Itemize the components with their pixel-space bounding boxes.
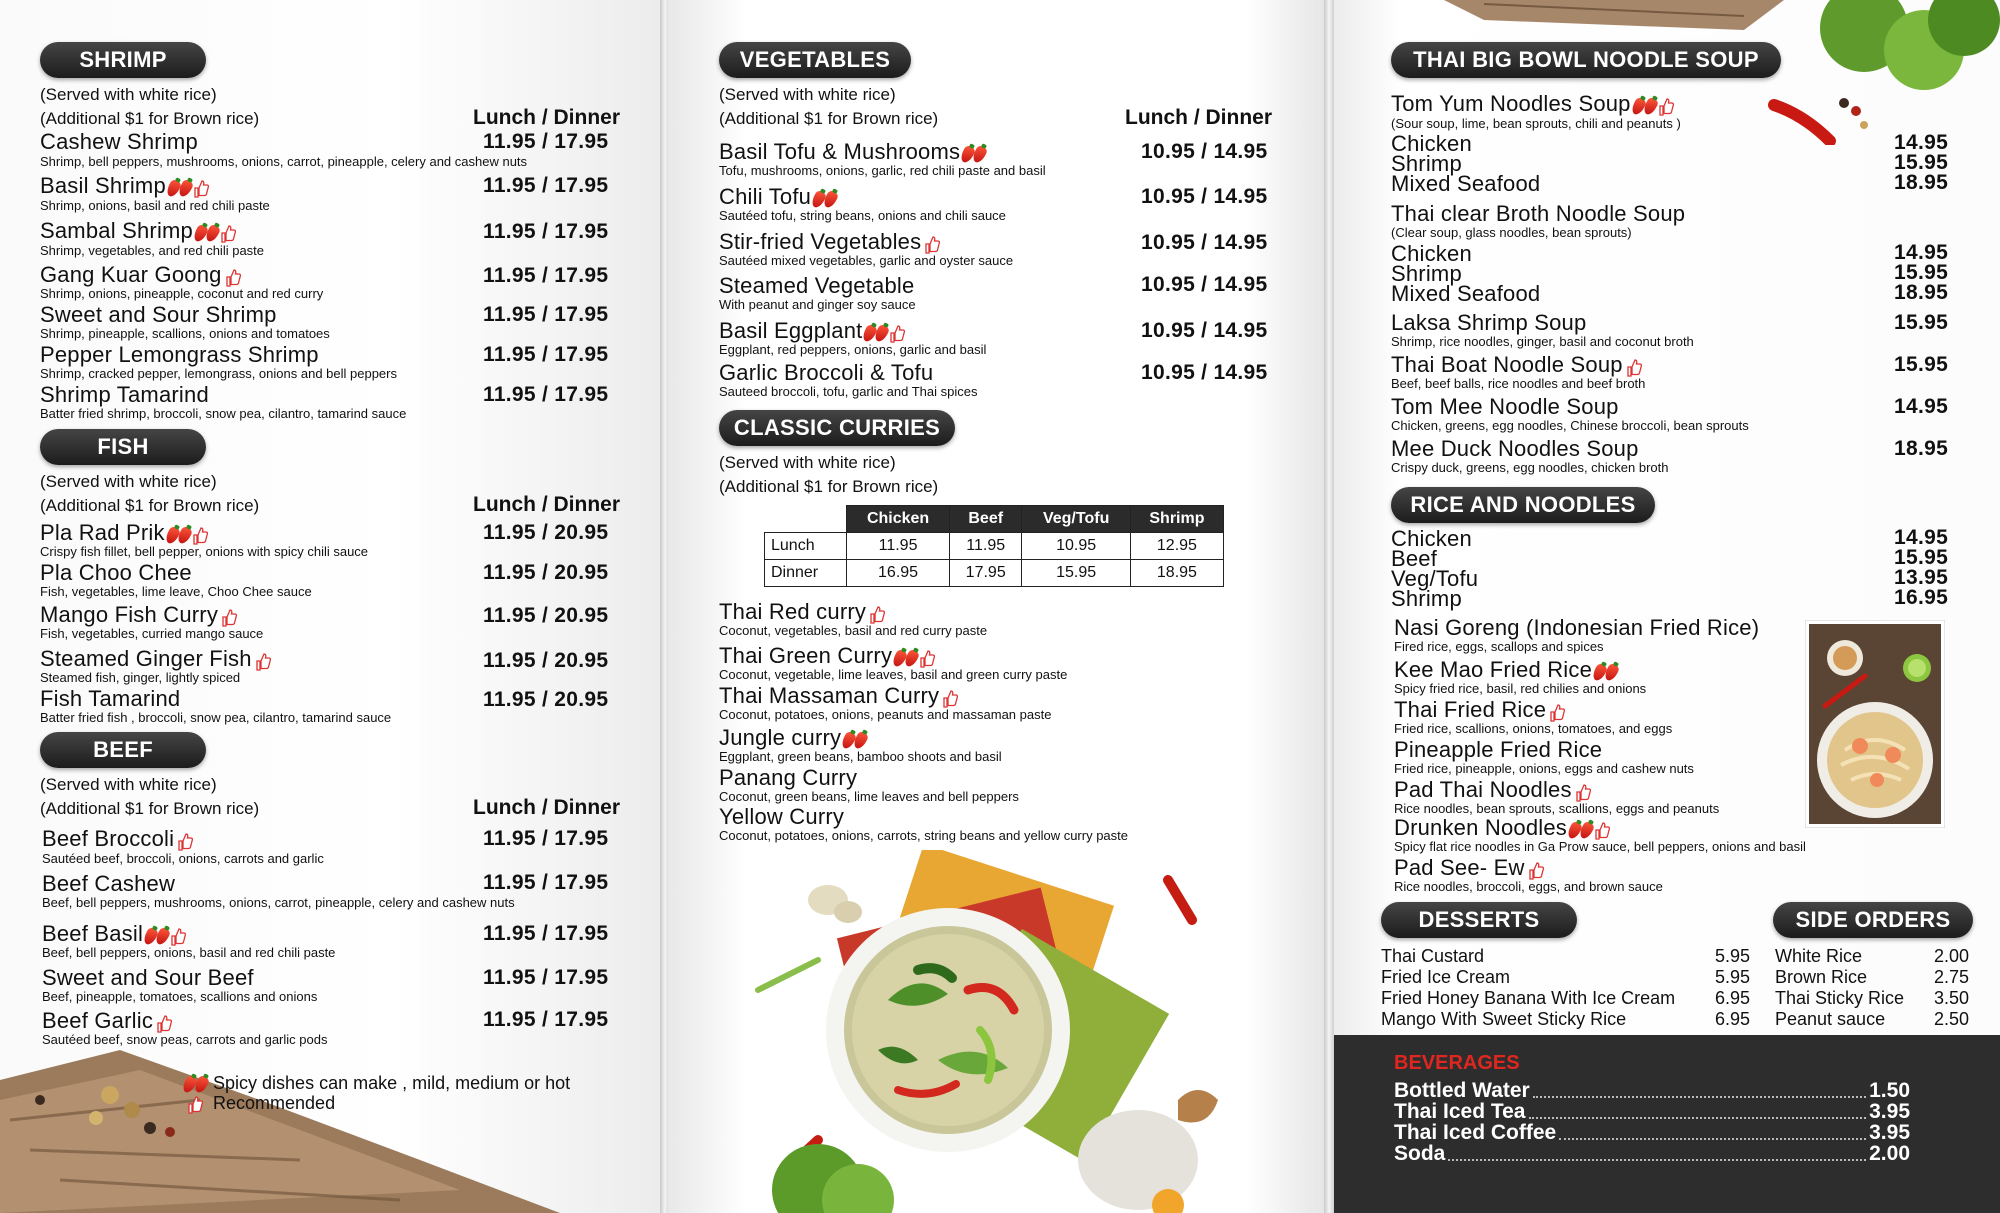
item-desc: Shrimp, rice noodles, ginger, basil and coconut broth <box>1391 334 1694 349</box>
item-name: Thai Red curry <box>719 599 885 626</box>
dessert-name: Fried Ice Cream <box>1381 967 1511 987</box>
beverage-price: 3.95 <box>1869 1100 1910 1123</box>
served-note: (Served with white rice) <box>719 453 896 472</box>
item-name: Yellow Curry <box>719 804 845 829</box>
item-name: Thai Massaman Curry <box>719 683 958 710</box>
item-name: Pineapple Fried Rice <box>1394 737 1603 762</box>
recommended-icons <box>176 827 193 853</box>
green-curry-photo <box>738 850 1258 1213</box>
table-cell: 10.95 <box>1022 533 1130 560</box>
served-note: (Served with white rice) <box>40 472 217 491</box>
dessert-price: 6.95 <box>1715 988 1751 1008</box>
item-desc: Rice noodles, bean sprouts, scallions, eggs and peanuts <box>1394 801 1720 816</box>
table-cell: 15.95 <box>1022 560 1130 587</box>
option-label: Chicken <box>1391 526 1472 551</box>
dot-leader <box>1533 1096 1866 1098</box>
option-price: 14.95 <box>1894 241 1949 264</box>
item-name: Beef Broccoli <box>42 826 193 853</box>
option-label: Shrimp <box>1391 151 1462 176</box>
item-desc: Fish, vegetables, curried mango sauce <box>40 626 264 641</box>
recommended-icons <box>254 647 271 673</box>
thumbs-up-icon <box>924 235 940 254</box>
served-note: (Served with white rice) <box>719 85 896 104</box>
table-corner <box>765 506 847 533</box>
menu-panel-center <box>668 0 1324 1213</box>
item-price: 11.95 / 17.95 <box>483 827 609 850</box>
item-price: 10.95 / 14.95 <box>1141 231 1268 254</box>
table-header: Veg/Tofu <box>1022 506 1130 533</box>
item-price: 15.95 <box>1894 311 1949 334</box>
item-desc: Shrimp, bell peppers, mushrooms, onions, carrot, pineapple, celery and cashew nuts <box>40 154 528 169</box>
side-name: Thai Sticky Rice <box>1775 988 1905 1008</box>
item-desc: Coconut, green beans, lime leaves and bell peppers <box>719 789 1019 804</box>
item-name: Stir-fried Vegetables <box>719 229 940 256</box>
legend-spicy <box>184 1073 570 1094</box>
thumbs-up-icon <box>170 927 186 946</box>
beverage-row <box>1394 1142 1910 1166</box>
item-desc: Coconut, potatoes, onions, carrots, string beans and yellow curry paste <box>719 828 1128 843</box>
item-desc: Fish, vegetables, lime leave, Choo Chee sauce <box>40 584 312 599</box>
item-desc: (Clear soup, glass noodles, bean sprouts) <box>1391 225 1632 240</box>
thumbs-up-icon <box>1528 861 1544 880</box>
item-name: Garlic Broccoli & Tofu <box>719 360 934 385</box>
item-desc: Shrimp, pineapple, scallions, onions and tomatoes <box>40 326 330 341</box>
section-title-beverages: BEVERAGES <box>1394 1052 1520 1074</box>
item-desc: Steamed fish, ginger, lightly spiced <box>40 670 241 685</box>
additional-note: (Additional $1 for Brown rice) <box>719 477 939 496</box>
thumbs-up-icon <box>889 324 905 343</box>
item-desc: Crispy duck, greens, egg noodles, chicken broth <box>1391 460 1669 475</box>
thumbs-up-icon <box>220 224 236 243</box>
table-cell: 18.95 <box>1130 560 1223 587</box>
option-price: 15.95 <box>1894 261 1949 284</box>
item-desc: Beef, bell peppers, mushrooms, onions, carrot, pineapple, celery and cashew nuts <box>42 895 515 910</box>
dot-leader <box>1559 1138 1866 1140</box>
item-desc: Eggplant, green beans, bamboo shoots and basil <box>719 749 1002 764</box>
item-price: 14.95 <box>1894 395 1949 418</box>
option-price: 14.95 <box>1894 131 1949 154</box>
section-title-shrimp: SHRIMP <box>40 42 206 78</box>
item-name: Panang Curry <box>719 765 858 790</box>
item-name: Pla Rad Prik <box>40 520 208 547</box>
beverage-price: 2.00 <box>1869 1142 1910 1165</box>
item-name: Steamed Ginger Fish <box>40 646 271 673</box>
thumbs-up-icon <box>221 608 237 627</box>
side-name: White Rice <box>1775 946 1863 966</box>
item-name: Sweet and Sour Beef <box>42 965 254 990</box>
item-name: Thai Boat Noodle Soup <box>1391 352 1642 379</box>
item-desc: Shrimp, onions, pineapple, coconut and red curry <box>40 286 324 301</box>
item-name: Mango Fish Curry <box>40 602 237 629</box>
item-price: 11.95 / 17.95 <box>483 220 609 243</box>
item-price: 10.95 / 14.95 <box>1141 273 1268 296</box>
item-desc: Batter fried fish , broccoli, snow pea, cilantro, tamarind sauce <box>40 710 392 725</box>
option-label: Chicken <box>1391 241 1472 266</box>
item-name: Cashew Shrimp <box>40 129 198 154</box>
chili-pepper-decoration <box>1764 85 1874 145</box>
item-name: Sambal Shrimp <box>40 218 236 245</box>
table-cell: 12.95 <box>1130 533 1223 560</box>
item-price: 11.95 / 17.95 <box>483 343 609 366</box>
item-name: Beef Garlic <box>42 1008 172 1035</box>
thumbs-up-icon <box>1594 821 1610 840</box>
option-price: 18.95 <box>1894 281 1949 304</box>
additional-note: (Additional $1 for Brown rice) <box>40 799 260 818</box>
table-row-label: Dinner <box>765 560 847 587</box>
item-price: 10.95 / 14.95 <box>1141 140 1268 163</box>
item-name: Pepper Lemongrass Shrimp <box>40 342 319 367</box>
item-desc: Coconut, potatoes, onions, peanuts and massaman paste <box>719 707 1052 722</box>
dessert-price: 5.95 <box>1715 967 1751 987</box>
thumbs-up-icon <box>193 179 209 198</box>
item-name: Beef Basil <box>42 921 186 948</box>
lunch-dinner-label: Lunch / Dinner <box>473 796 620 819</box>
thumbs-up-icon <box>869 605 885 624</box>
item-name: Tom Mee Noodle Soup <box>1391 394 1619 419</box>
item-desc: Batter fried shrimp, broccoli, snow pea, cilantro, tamarind sauce <box>40 406 407 421</box>
thumbs-up-icon <box>1626 358 1642 377</box>
option-label: Mixed Seafood <box>1391 281 1541 306</box>
menu-panel-right <box>1334 0 2000 1213</box>
item-price: 11.95 / 17.95 <box>483 922 609 945</box>
table-row <box>765 533 1224 560</box>
option-label: Shrimp <box>1391 261 1462 286</box>
table-header-row <box>765 506 1224 533</box>
item-price: 10.95 / 14.95 <box>1141 361 1268 384</box>
option-price: 16.95 <box>1894 586 1949 609</box>
item-desc: Crispy fish fillet, bell pepper, onions with spicy chili sauce <box>40 544 369 559</box>
item-name: Chili Tofu <box>719 184 837 211</box>
spicy-recommended-icons <box>168 174 209 200</box>
item-desc: Coconut, vegetable, lime leaves, basil and green curry paste <box>719 667 1068 682</box>
item-name: Mee Duck Noodles Soup <box>1391 436 1639 461</box>
item-price: 11.95 / 17.95 <box>483 871 609 894</box>
item-price: 11.95 / 17.95 <box>483 303 609 326</box>
dessert-name: Thai Custard <box>1381 946 1485 966</box>
item-desc: Sautéed beef, broccoli, onions, carrots and garlic <box>42 851 324 866</box>
item-desc: With peanut and ginger soy sauce <box>719 297 916 312</box>
item-name: Laksa Shrimp Soup <box>1391 310 1587 335</box>
legend-recommended-text: Recommended <box>213 1093 336 1113</box>
side-price: 2.00 <box>1934 946 1970 966</box>
item-price: 11.95 / 20.95 <box>483 688 609 711</box>
option-label: Mixed Seafood <box>1391 171 1541 196</box>
item-desc: Beef, beef balls, rice noodles and beef broth <box>1391 376 1646 391</box>
item-price: 10.95 / 14.95 <box>1141 185 1268 208</box>
section-title-beef: BEEF <box>40 732 206 768</box>
lunch-dinner-label: Lunch / Dinner <box>473 106 620 129</box>
item-price: 15.95 <box>1894 353 1949 376</box>
item-price: 11.95 / 17.95 <box>483 264 609 287</box>
side-name: Peanut sauce <box>1775 1009 1886 1029</box>
item-price: 11.95 / 20.95 <box>483 604 609 627</box>
thumbs-up-icon <box>225 268 241 287</box>
thumbs-up-icon <box>942 689 958 708</box>
item-name: Sweet and Sour Shrimp <box>40 302 277 327</box>
item-price: 18.95 <box>1894 437 1949 460</box>
section-title-desserts: DESSERTS <box>1381 902 1577 938</box>
thumbs-up-icon <box>156 1014 172 1033</box>
dessert-name: Mango With Sweet Sticky Rice <box>1381 1009 1627 1029</box>
table-header: Shrimp <box>1130 506 1223 533</box>
thumbs-up-icon <box>192 526 208 545</box>
legend-recommended <box>186 1093 335 1114</box>
spicy-recommended-icons <box>195 219 236 245</box>
thumbs-up-icon <box>255 652 271 671</box>
table-cell: 16.95 <box>847 560 950 587</box>
lunch-dinner-label: Lunch / Dinner <box>1125 106 1272 129</box>
option-price: 14.95 <box>1894 526 1949 549</box>
dessert-name: Fried Honey Banana With Ice Cream <box>1381 988 1676 1008</box>
item-desc: Beef, pineapple, tomatoes, scallions and onions <box>42 989 318 1004</box>
item-desc: Spicy fried rice, basil, red chilies and onions <box>1394 681 1647 696</box>
beverages-section <box>1334 1035 2000 1213</box>
item-name: Kee Mao Fried Rice <box>1394 657 1618 684</box>
side-price: 2.75 <box>1934 967 1970 987</box>
curry-price-table <box>764 505 1224 587</box>
side-price: 2.50 <box>1934 1009 1970 1029</box>
item-name: Pla Choo Chee <box>40 560 192 585</box>
item-price: 11.95 / 17.95 <box>483 1008 609 1031</box>
thumbs-up-icon <box>177 832 193 851</box>
item-name: Drunken Noodles <box>1394 815 1610 842</box>
item-name: Thai clear Broth Noodle Soup <box>1391 201 1686 226</box>
item-name: Nasi Goreng (Indonesian Fried Rice) <box>1394 615 1760 640</box>
option-label: Shrimp <box>1391 586 1462 611</box>
item-desc: Rice noodles, broccoli, eggs, and brown sauce <box>1394 879 1663 894</box>
beverage-name: Soda <box>1394 1142 1446 1165</box>
table-row-label: Lunch <box>765 533 847 560</box>
item-desc: Sautéed tofu, string beans, onions and chili sauce <box>719 208 1006 223</box>
beverage-price: 3.95 <box>1869 1121 1910 1144</box>
thumbs-up-icon <box>919 649 935 668</box>
item-desc: Fired rice, eggs, scallops and spices <box>1394 639 1604 654</box>
section-title-fish: FISH <box>40 429 206 465</box>
item-name: Pad Thai Noodles <box>1394 777 1591 804</box>
item-name: Tom Yum Noodles Soup <box>1391 91 1674 118</box>
dot-leader <box>1448 1159 1866 1161</box>
section-title-noodle-soup: THAI BIG BOWL NOODLE SOUP <box>1391 42 1781 78</box>
table-header: Beef <box>949 506 1021 533</box>
item-name: Thai Green Curry <box>719 643 935 670</box>
item-desc: Shrimp, vegetables, and red chili paste <box>40 243 265 258</box>
option-price: 15.95 <box>1894 546 1949 569</box>
additional-note: (Additional $1 for Brown rice) <box>719 109 939 128</box>
item-price: 11.95 / 17.95 <box>483 130 609 153</box>
option-price: 15.95 <box>1894 151 1949 174</box>
wood-decoration <box>0 1040 560 1213</box>
item-name: Shrimp Tamarind <box>40 382 209 407</box>
beverage-price: 1.50 <box>1869 1079 1910 1102</box>
lunch-dinner-label: Lunch / Dinner <box>473 493 620 516</box>
table-cell: 11.95 <box>847 533 950 560</box>
item-name: Jungle curry <box>719 725 867 752</box>
pad-thai-photo <box>1805 620 1945 828</box>
spicy-recommended-icons <box>1633 92 1674 118</box>
item-price: 11.95 / 17.95 <box>483 966 609 989</box>
beverage-name: Thai Iced Tea <box>1394 1100 1526 1123</box>
thumbs-up-icon <box>1549 703 1565 722</box>
dessert-price: 5.95 <box>1715 946 1751 966</box>
item-price: 11.95 / 20.95 <box>483 521 609 544</box>
item-desc: Fried rice, pineapple, onions, eggs and cashew nuts <box>1394 761 1694 776</box>
item-price: 11.95 / 20.95 <box>483 561 609 584</box>
item-name: Gang Kuar Goong <box>40 262 241 289</box>
item-name: Basil Tofu & Mushrooms <box>719 139 986 166</box>
beverage-name: Bottled Water <box>1394 1079 1530 1102</box>
item-price: 11.95 / 17.95 <box>483 383 609 406</box>
thumbs-up-icon <box>1575 783 1591 802</box>
table-row <box>765 560 1224 587</box>
served-note: (Served with white rice) <box>40 85 217 104</box>
additional-note: (Additional $1 for Brown rice) <box>40 496 260 515</box>
section-title-curries: CLASSIC CURRIES <box>719 410 955 446</box>
additional-note: (Additional $1 for Brown rice) <box>40 109 260 128</box>
item-desc: Shrimp, onions, basil and red chili paste <box>40 198 270 213</box>
item-name: Thai Fried Rice <box>1394 697 1565 724</box>
item-desc: Fried rice, scallions, onions, tomatoes, and eggs <box>1394 721 1673 736</box>
item-name: Pad See- Ew <box>1394 855 1544 882</box>
option-price: 18.95 <box>1894 171 1949 194</box>
option-label: Chicken <box>1391 131 1472 156</box>
table-header: Chicken <box>847 506 950 533</box>
item-name: Basil Shrimp <box>40 173 209 200</box>
beverage-name: Thai Iced Coffee <box>1394 1121 1557 1144</box>
item-desc: Chicken, greens, egg noodles, Chinese broccoli, bean sprouts <box>1391 418 1749 433</box>
item-name: Fish Tamarind <box>40 686 181 711</box>
side-name: Brown Rice <box>1775 967 1868 987</box>
section-title-side-orders: SIDE ORDERS <box>1773 902 1973 938</box>
served-note: (Served with white rice) <box>40 775 217 794</box>
thumbs-up-icon <box>187 1095 203 1114</box>
item-desc: Sautéed mixed vegetables, garlic and oyster sauce <box>719 253 1014 268</box>
legend-spicy-text: Spicy dishes can make , mild, medium or hot <box>213 1073 571 1093</box>
item-desc: Coconut, vegetables, basil and red curry paste <box>719 623 988 638</box>
item-desc: Tofu, mushrooms, onions, garlic, red chili paste and basil <box>719 163 1046 178</box>
option-label: Veg/Tofu <box>1391 566 1479 591</box>
item-name: Beef Cashew <box>42 871 176 896</box>
menu-panel-left <box>0 0 660 1213</box>
section-title-rice-noodles: RICE AND NOODLES <box>1391 487 1655 523</box>
item-price: 11.95 / 20.95 <box>483 649 609 672</box>
item-desc: Sautéed beef, snow peas, carrots and garlic pods <box>42 1032 328 1047</box>
item-desc: Shrimp, cracked pepper, lemongrass, onions and bell peppers <box>40 366 397 381</box>
dessert-price: 6.95 <box>1715 1009 1751 1029</box>
side-price: 3.50 <box>1934 988 1970 1008</box>
item-desc: Spicy flat rice noodles in Ga Prow sauce, bell peppers, onions and basil <box>1394 839 1806 854</box>
table-cell: 11.95 <box>949 533 1021 560</box>
section-title-vegetables: VEGETABLES <box>719 42 911 78</box>
item-desc: Sauteed broccoli, tofu, garlic and Thai spices <box>719 384 978 399</box>
panel-fold <box>1324 0 1334 1213</box>
item-desc: (Sour soup, lime, bean sprouts, chili and peanuts ) <box>1391 116 1681 131</box>
item-name: Basil Eggplant <box>719 318 905 345</box>
item-price: 11.95 / 17.95 <box>483 174 609 197</box>
table-cell: 17.95 <box>949 560 1021 587</box>
dot-leader <box>1529 1117 1867 1119</box>
item-name: Steamed Vegetable <box>719 273 915 298</box>
item-desc: Eggplant, red peppers, onions, garlic and basil <box>719 342 987 357</box>
option-price: 13.95 <box>1894 566 1949 589</box>
item-desc: Beef, bell peppers, onions, basil and red chili paste <box>42 945 336 960</box>
item-price: 10.95 / 14.95 <box>1141 319 1268 342</box>
thumbs-up-icon <box>1658 97 1674 116</box>
option-label: Beef <box>1391 546 1438 571</box>
